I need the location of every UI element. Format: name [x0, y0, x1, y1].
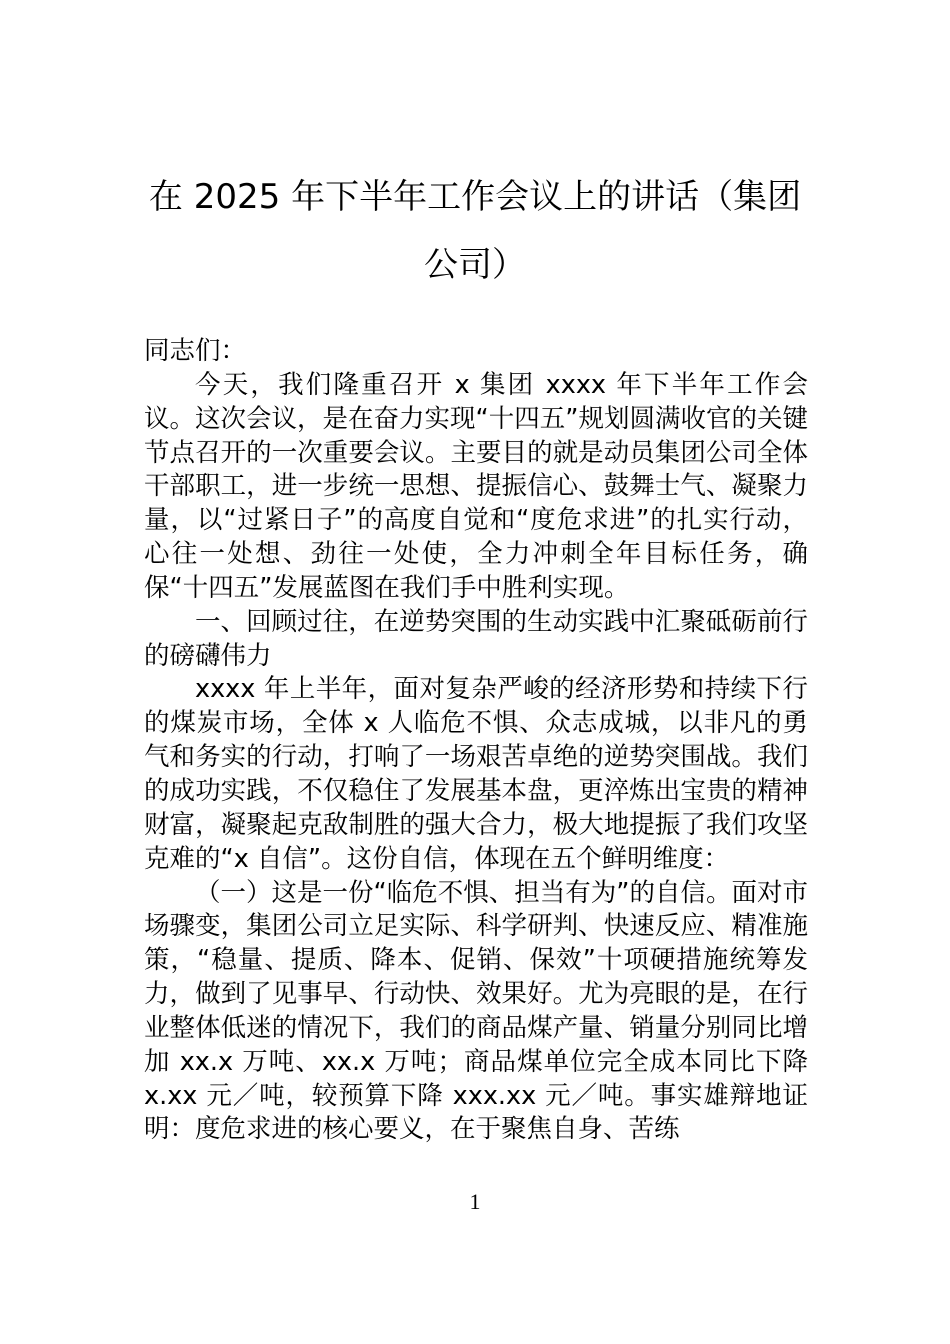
heading-text: 一、回顾过往，在逆势突围的生动实践中汇聚砥砺前行的磅礴伟力: [144, 606, 808, 671]
document-title: [140, 163, 810, 299]
section-heading-1: [144, 606, 808, 674]
paragraph-review: [144, 673, 808, 876]
paragraph-text: xxxx 年上半年，面对复杂严峻的经济形势和持续下行的煤炭市场，全体 x 人临危不惧、众志成城，以非凡的勇气和务实的行动，打响了一场艰苦卓绝的逆势突围战。我们的成功实践，不仅稳住了发展基本盘，更淬炼出宝贵的精神财富，凝聚起克敌制胜的强大合力，极大地提振了我们攻坚克难的“x 自信”。这份自信，体现在五个鲜明维度：: [144, 674, 808, 874]
paragraph-text: 今天，我们隆重召开 x 集团 xxxx 年下半年工作会议。这次会议，是在奋力实现“十四五”规划圆满收官的关键节点召开的一次重要会议。主要目的就是动员集团公司全体干部职工，进一步统一思想、提振信心、鼓舞士气、凝聚力量，以“过紧日子”的高度自觉和“度危求进”的扎实行动，心往一处想、劲往一处使，全力冲刺全年目标任务，确保“十四五”发展蓝图在我们手中胜利实现。: [144, 369, 808, 603]
title-line-1: 在 2025 年下半年工作会议上的讲话（集团: [148, 177, 802, 217]
document-body: [144, 335, 808, 1147]
title-line-2: 公司）: [424, 245, 526, 285]
paragraph-opening: [144, 369, 808, 606]
paragraph-subpoint-1: [144, 877, 808, 1148]
paragraph-text: （一）这是一份“临危不惧、担当有为”的自信。面对市场骤变，集团公司立足实际、科学研判、快速反应、精准施策，“稳量、提质、降本、促销、保效”十项硬措施统筹发力，做到了见事早、行动快、效果好。尤为亮眼的是，在行业整体低迷的情况下，我们的商品煤产量、销量分别同比增加 xx.x 万吨、xx.x 万吨；商品煤单位完全成本同比下降 x.xx 元／吨，较预算下降 xxx.xx 元／吨。事实雄辩地证明：度危求进的核心要义，在于聚焦自身、苦练: [144, 877, 808, 1145]
page-number: 1: [469, 1189, 481, 1214]
salutation: 同志们：: [144, 336, 247, 366]
